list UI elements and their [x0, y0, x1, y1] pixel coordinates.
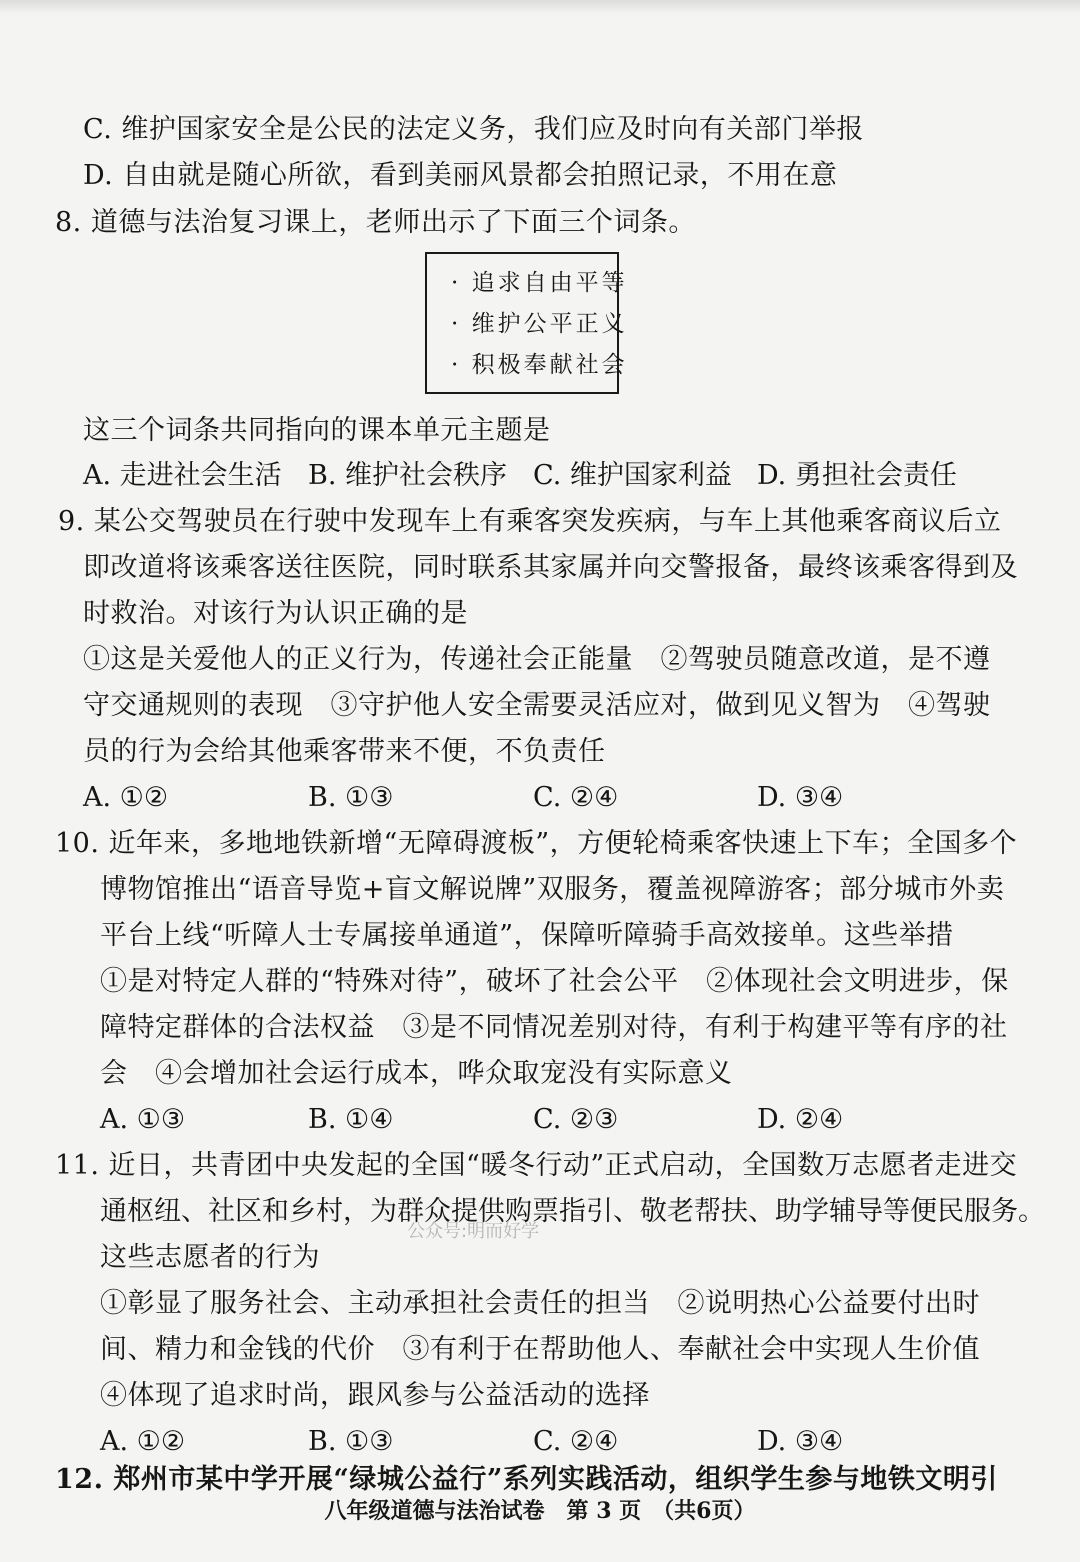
q10-stem-line-1: 10. 近年来，多地地铁新增“无障碍渡板”，方便轮椅乘客快速上下车；全国多个 [55, 828, 1018, 859]
q12-stem-line-1: 12. 郑州市某中学开展“绿城公益行”系列实践活动，组织学生参与地铁文明引 [55, 1464, 998, 1495]
watermark-text: 公众号:明而好学 [407, 1221, 540, 1242]
q8-term-1: · 追求自由平等 [451, 270, 628, 296]
q9-statement-line-2: 守交通规则的表现 ③守护他人安全需要灵活应对，做到见义智为 ④驾驶 [83, 690, 991, 721]
q10-statement-line-3: 会 ④会增加社会运行成本，哗众取宠没有实际意义 [100, 1058, 733, 1089]
q9-statement-line-1: ①这是关爱他人的正义行为，传递社会正能量 ②驾驶员随意改道，是不遵 [83, 644, 991, 675]
q8-option-b: B. 维护社会秩序 [308, 460, 508, 491]
q11-option-a: A. ①② [100, 1426, 186, 1457]
q8-term-3: · 积极奉献社会 [451, 352, 628, 378]
q10-option-d: D. ②④ [757, 1104, 844, 1135]
q11-option-b: B. ①③ [308, 1426, 394, 1457]
q9-option-c: C. ②④ [533, 782, 619, 813]
q9-stem-line-3: 时救治。对该行为认识正确的是 [83, 598, 468, 629]
q8-option-d: D. 勇担社会责任 [757, 460, 957, 491]
q11-statement-line-2: 间、精力和金钱的代价 ③有利于在帮助他人、奉献社会中实现人生价值 [100, 1334, 980, 1365]
q9-option-a: A. ①② [83, 782, 169, 813]
q9-stem-line-2: 即改道将该乘客送往医院，同时联系其家属并向交警报备，最终该乘客得到及 [83, 552, 1018, 583]
q8-stem: 8. 道德与法治复习课上，老师出示了下面三个词条。 [55, 207, 696, 238]
q10-stem-line-2: 博物馆推出“语音导览+盲文解说牌”双服务，覆盖视障游客；部分城市外卖 [100, 874, 1005, 905]
q11-option-c: C. ②④ [533, 1426, 619, 1457]
q11-stem-line-1: 11. 近日，共青团中央发起的全国“暖冬行动”正式启动，全国数万志愿者走进交 [55, 1150, 1018, 1181]
scan-top-edge [0, 0, 1080, 14]
q10-option-c: C. ②③ [533, 1104, 619, 1135]
q10-option-a: A. ①③ [100, 1104, 186, 1135]
q10-stem-line-3: 平台上线“听障人士专属接单通道”，保障听障骑手高效接单。这些举措 [100, 920, 954, 951]
q10-statement-line-2: 障特定群体的合法权益 ③是不同情况差别对待，有利于构建平等有序的社 [100, 1012, 1008, 1043]
q8-prompt: 这三个词条共同指向的课本单元主题是 [83, 415, 551, 446]
q9-statement-line-3: 员的行为会给其他乘客带来不便，不负责任 [83, 736, 606, 767]
q9-stem-line-1: 9. 某公交驾驶员在行驶中发现车上有乘客突发疾病，与车上其他乘客商议后立 [58, 506, 1002, 537]
q11-stem-line-2: 通枢纽、社区和乡村，为群众提供购票指引、敬老帮扶、助学辅导等便民服务。 [100, 1196, 1045, 1227]
q9-option-b: B. ①③ [308, 782, 394, 813]
q7-option-d: D. 自由就是随心所欲，看到美丽风景都会拍照记录，不用在意 [83, 160, 838, 191]
q11-option-d: D. ③④ [757, 1426, 844, 1457]
q10-option-b: B. ①④ [308, 1104, 394, 1135]
q8-option-c: C. 维护国家利益 [533, 460, 732, 491]
q7-option-c: C. 维护国家安全是公民的法定义务，我们应及时向有关部门举报 [83, 114, 864, 145]
q9-option-d: D. ③④ [757, 782, 844, 813]
q8-option-a: A. 走进社会生活 [83, 460, 282, 491]
q8-term-2: · 维护公平正义 [451, 311, 628, 337]
q11-stem-line-3: 这些志愿者的行为 [100, 1242, 320, 1273]
q10-statement-line-1: ①是对特定人群的“特殊对待”，破坏了社会公平 ②体现社会文明进步，保 [100, 966, 1009, 997]
q11-statement-line-1: ①彰显了服务社会、主动承担社会责任的担当 ②说明热心公益要付出时 [100, 1288, 980, 1319]
page-footer: 八年级道德与法治试卷 第 3 页 （共6页） [324, 1498, 756, 1524]
q8-term-box [425, 252, 628, 394]
q11-statement-line-3: ④体现了追求时尚，跟风参与公益活动的选择 [100, 1380, 650, 1411]
